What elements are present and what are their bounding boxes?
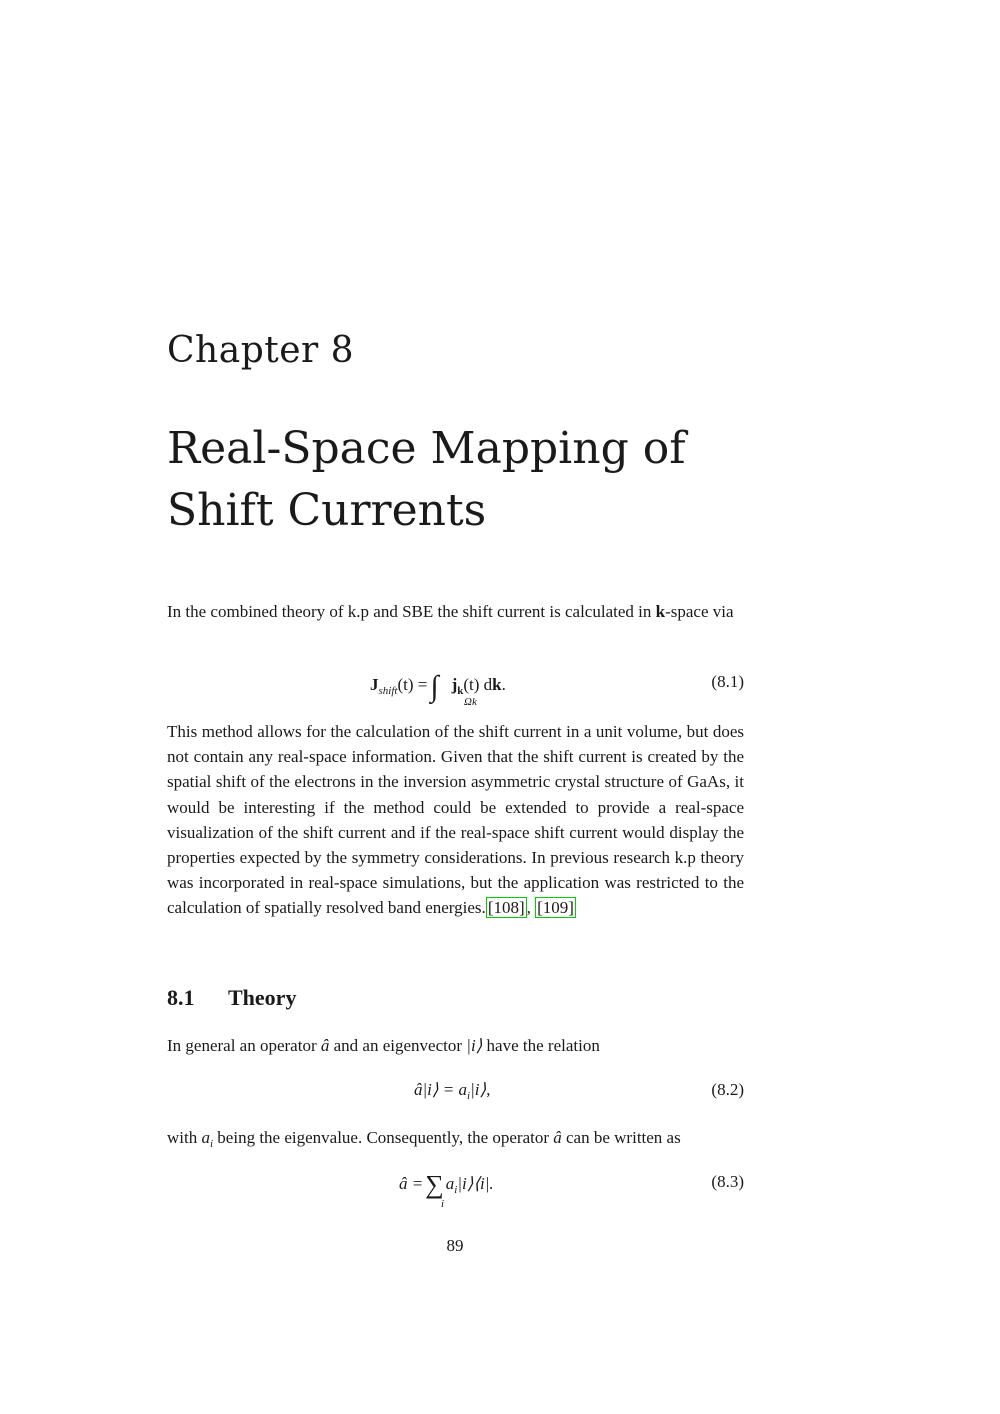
- citation-link[interactable]: [108]: [487, 898, 525, 918]
- eq3-tail: |i⟩⟨i|.: [457, 1174, 494, 1193]
- equation-number: (8.2): [711, 1080, 744, 1099]
- intro-text-start: In the combined theory of k.p and SBE the shift current is calculated in: [167, 602, 656, 621]
- theory-text: with: [167, 1128, 202, 1147]
- eq1-differential: k: [492, 675, 502, 694]
- eq2-subscript: i: [467, 1090, 471, 1102]
- eq1-lhs-symbol: J: [370, 675, 379, 694]
- eq3-term: a: [445, 1174, 455, 1193]
- equation-8-1-body: [370, 670, 506, 708]
- eq1-integrand-symbol: j: [451, 675, 458, 694]
- theory-paragraph-1: [167, 1033, 744, 1058]
- intro-paragraph: [167, 599, 744, 624]
- theory-text: and an eigenvector: [329, 1036, 467, 1055]
- intro-text-end: -space via: [665, 602, 734, 621]
- eq3-subscript: i: [454, 1184, 458, 1196]
- operator-symbol: â: [320, 1036, 330, 1055]
- eq1-lhs-subscript: shift: [378, 685, 398, 697]
- equation-8-2-body: [414, 1080, 490, 1102]
- integral-sign: ∫: [430, 670, 439, 703]
- integral-domain: Ωk: [464, 696, 477, 708]
- citation-separator: ,: [526, 898, 536, 918]
- equation-8-1: [167, 662, 744, 708]
- eq2-tail: |i⟩,: [470, 1080, 491, 1099]
- equation-8-3: [167, 1166, 744, 1214]
- section-title: Theory: [228, 985, 297, 1010]
- chapter-title: Real-Space Mapping of Shift Currents: [167, 423, 686, 536]
- section-heading: [167, 985, 296, 1011]
- equation-number: (8.3): [711, 1172, 744, 1191]
- page-number: 89: [446, 1236, 464, 1255]
- equation-number: (8.1): [711, 672, 744, 691]
- eq1-tail: .: [501, 675, 506, 694]
- eq1-lhs-arg: (t) =: [397, 675, 428, 694]
- operator-symbol: â: [553, 1128, 562, 1147]
- sum-index: i: [441, 1198, 445, 1210]
- eigenvalue-symbol: a: [201, 1128, 210, 1147]
- theory-paragraph-2: [167, 1125, 744, 1157]
- eq2-text: â|i⟩ = a: [414, 1080, 468, 1099]
- theory-text: being the eigenvalue. Consequently, the operator: [213, 1128, 554, 1147]
- body-paragraph: [167, 719, 744, 921]
- citation-link[interactable]: [109]: [537, 898, 574, 918]
- theory-text: In general an operator: [167, 1036, 321, 1055]
- sum-sign: ∑: [425, 1170, 444, 1199]
- theory-text: can be written as: [561, 1128, 681, 1147]
- bold-k: k: [655, 602, 666, 621]
- eq1-integrand-subscript: k: [457, 685, 464, 697]
- ket-symbol: |i⟩: [466, 1036, 483, 1055]
- eq1-integrand-arg: (t) d: [463, 675, 493, 694]
- eigenvalue-subscript: i: [209, 1138, 214, 1150]
- eq3-lhs: â =: [399, 1174, 424, 1193]
- chapter-label: Chapter 8: [167, 330, 355, 371]
- body-text: This method allows for the calculation of the shift current in a unit volume, but does not contain any real-space information. Given that the shift current is created by the spatial shift of the electrons in the inversion asymmetric crystal structure of GaAs, it would be interesting if the method could be extended to provide a real-space visualization of the shift current and if the real-space shift current would display the properties expected by the symmetry considerations. In previous research k.p theory was incorporated in real-space simulations, but the application was restricted to the calculation of spatially resolved band energies.: [167, 722, 744, 918]
- section-number: 8.1: [167, 985, 195, 1010]
- theory-text: have the relation: [482, 1036, 600, 1055]
- equation-8-3-body: [399, 1170, 494, 1210]
- equation-8-2: [167, 1080, 744, 1120]
